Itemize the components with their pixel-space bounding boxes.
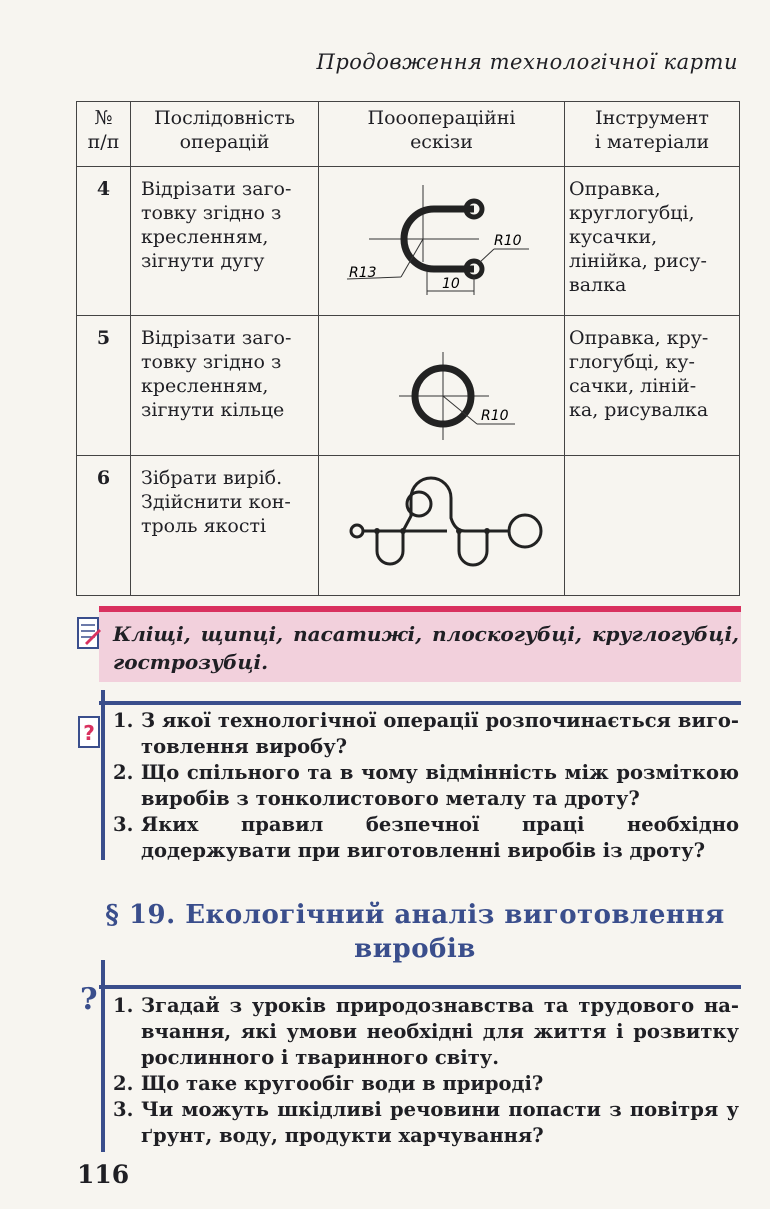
list-item: 3. Яких правил безпечної праці необхідно додержувати при виготовленні виробів із дроту? [113, 813, 739, 862]
col-header-tools: Інструмент і матеріали [565, 102, 740, 167]
table-header-row [77, 102, 740, 167]
page-header: Продовження технологічної карти [316, 50, 738, 74]
col-header-ops: Послідовність операцій [131, 102, 319, 167]
list-item: 1. З якої технологічної операції розпочинається виго-товлення виробу? [113, 709, 739, 758]
sketch-arc [319, 167, 565, 316]
col-header-sketches: Пооопераційні ескізи [319, 102, 565, 167]
tools-note-text: Кліщі, щипці, пасатижі, плоскогубці, круглогубці, гострозубці. [113, 622, 739, 674]
svg-text:?: ? [83, 721, 95, 745]
dim-width: 10 [442, 276, 460, 292]
sketch-ring [319, 316, 565, 456]
row-tools [565, 456, 740, 596]
note-pencil-icon [77, 617, 101, 649]
questions-top-bar [99, 701, 741, 705]
review-questions [113, 708, 739, 864]
row-number: 5 [77, 316, 131, 456]
row-tools: Оправка, круглогубці, кусачки, лінійка, рису- валка [565, 167, 740, 316]
row-tools: Оправка, кру- глогубці, ку- сачки, лінiй- ка, рисувалка [565, 316, 740, 456]
dim-r10: R10 [481, 408, 509, 424]
table-row [77, 316, 740, 456]
row-number: 4 [77, 167, 131, 316]
col-header-num: № п/п [77, 102, 131, 167]
dim-r10: R10 [494, 233, 522, 249]
list-item: 1. Згадай з уроків природознавства та трудового на-вчання, які умови необхідні для життя і розвитку рослинного і тваринного світу. [113, 994, 739, 1069]
row-operations: Відрізати заго- товку згідно з кресленням, зігнути кільце [131, 316, 319, 456]
list-item: 3. Чи можуть шкідливі речовини попасти з повітря у ґрунт, воду, продукти харчування? [113, 1098, 739, 1147]
list-item: 2. Що спільного та в чому відмінність між розміткою виробів з тонколистового металу та дроту? [113, 761, 739, 810]
question-mark-icon: ? [80, 982, 98, 1017]
section-questions-side-bar [101, 960, 105, 1152]
list-item: 2. Що таке кругообіг води в природі? [113, 1072, 544, 1095]
page-number: 116 [77, 1160, 130, 1189]
dim-r13: R13 [349, 265, 377, 281]
section-questions [113, 993, 739, 1149]
section-title: § 19. Екологічний аналіз виготовлення виробів [105, 900, 725, 964]
table-row [77, 167, 740, 316]
row-operations: Зібрати виріб. Здійснити кон- троль якості [131, 456, 319, 596]
sketch-assembled-product [319, 456, 565, 596]
section-questions-top-bar [99, 985, 741, 989]
table-row [77, 456, 740, 596]
row-number: 6 [77, 456, 131, 596]
question-book-icon [78, 716, 102, 748]
technology-table [76, 101, 740, 596]
row-operations: Відрізати заго- товку згідно з кресленням, зігнути дугу [131, 167, 319, 316]
